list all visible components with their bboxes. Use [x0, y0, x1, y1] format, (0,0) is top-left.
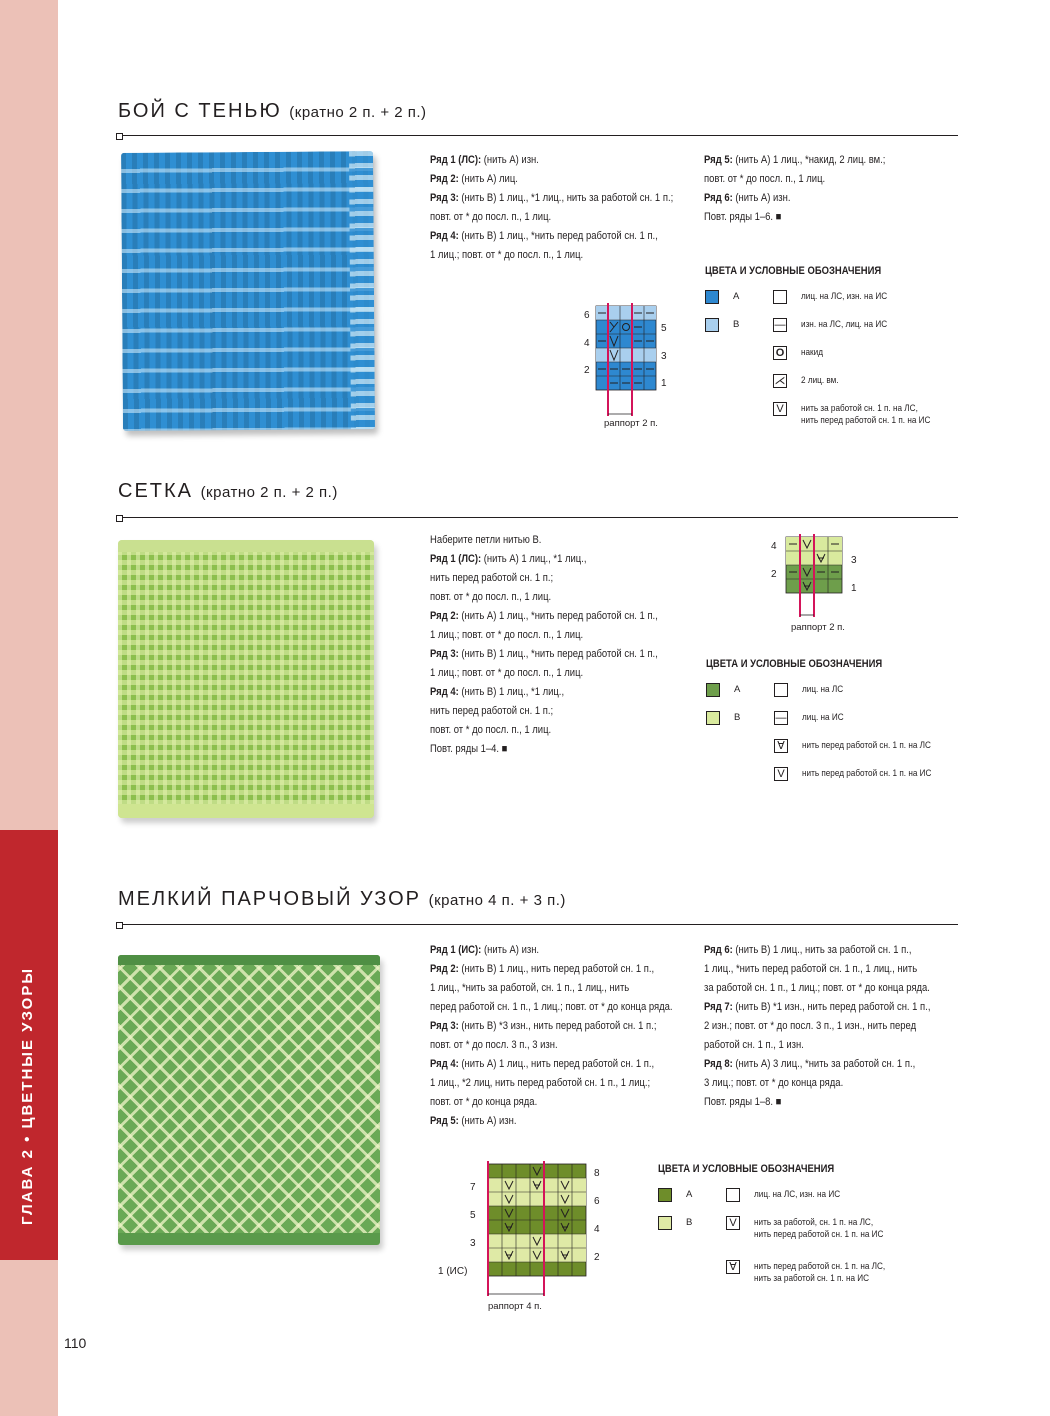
legend-title: ЦВЕТА И УСЛОВНЫЕ ОБОЗНАЧЕНИЯ — [705, 265, 882, 277]
instruction-line: Ряд 3: (нить В) *3 изн., нить перед работой сн. 1 п.; — [430, 1020, 657, 1032]
chart-row-number: 4 — [771, 541, 777, 552]
chart-row-number: 1 — [661, 378, 667, 389]
margin-band-bottom — [0, 1260, 58, 1416]
chart-grid — [786, 537, 842, 593]
color-swatch — [706, 711, 720, 725]
dash-icon: — — [775, 712, 787, 724]
chart-row-number: 2 — [594, 1252, 600, 1263]
chart-grid — [488, 1164, 586, 1276]
page-number: 110 — [64, 1335, 87, 1351]
section-divider — [118, 924, 958, 925]
instruction-line: Ряд 2: (нить В) 1 лиц., нить перед работой сн. 1 п., — [430, 963, 655, 975]
chart-row-number: 6 — [594, 1196, 600, 1207]
instruction-line: перед работой сн. 1 п., 1 лиц.; повт. от * до конца ряда. — [430, 1001, 673, 1013]
legend-2: А В лиц. на ЛС — лиц. на ИС ∀ нить перед работой сн. 1 п. на ЛС V нить перед работой сн. 1 п. на ИС — [706, 683, 956, 783]
rapport-label: раппорт 4 п. — [488, 1301, 542, 1312]
legend-title: ЦВЕТА И УСЛОВНЫЕ ОБОЗНАЧЕНИЯ — [706, 658, 883, 670]
instruction-line: Повт. ряды 1–4. ■ — [430, 743, 508, 755]
chart-row-number: 1 — [851, 583, 857, 594]
color-swatch — [705, 290, 719, 304]
instruction-line: нить перед работой сн. 1 п.; — [430, 572, 554, 584]
legend-title: ЦВЕТА И УСЛОВНЫЕ ОБОЗНАЧЕНИЯ — [658, 1163, 835, 1175]
section-multiple: (кратно 4 п. + 3 п.) — [428, 892, 566, 909]
instruction-line: Ряд 2: (нить А) лиц. — [430, 173, 518, 185]
section-title-mesh — [118, 480, 338, 503]
instruction-line: 1 лиц.; повт. от * до посл. п., 1 лиц. — [430, 249, 584, 261]
rapport-label: раппорт 2 п. — [604, 418, 658, 429]
instruction-line: Ряд 3: (нить В) 1 лиц., *нить перед работой сн. 1 п., — [430, 648, 658, 660]
swatch-photo-brocade — [118, 955, 380, 1245]
chart-row-number: 8 — [594, 1168, 600, 1179]
instruction-line: Ряд 5: (нить А) 1 лиц., *накид, 2 лиц. вм.; — [704, 154, 886, 166]
instructions-left — [430, 941, 673, 1131]
instruction-line: за работой сн. 1 п., 1 лиц.; повт. от * до конца ряда. — [704, 982, 930, 994]
instruction-line: 1 лиц., *нить перед работой сн. 1 п., 1 лиц., нить — [704, 963, 918, 975]
instruction-line: Ряд 6: (нить А) изн. — [704, 192, 791, 204]
instruction-line: 1 лиц., *нить за работой, сн. 1 п., 1 лиц., нить — [430, 982, 630, 994]
instruction-line: Ряд 1 (ЛС): (нить А) изн. — [430, 154, 539, 166]
instruction-line: Ряд 8: (нить А) 3 лиц., *нить за работой сн. 1 п., — [704, 1058, 916, 1070]
chart-row-number: 1 (ИС) — [438, 1266, 468, 1277]
slip-v-icon: V — [774, 767, 788, 781]
chart-grid — [596, 306, 656, 390]
instruction-line: Ряд 2: (нить А) 1 лиц., *нить перед работой сн. 1 п., — [430, 610, 658, 622]
instructions-left — [430, 531, 658, 759]
instruction-line: 1 лиц.; повт. от * до посл. п., 1 лиц. — [430, 629, 584, 641]
slip-front-icon: ∀ — [774, 739, 788, 753]
knitting-chart-3 — [488, 1164, 586, 1276]
instruction-line: повт. от * до посл. п., 1 лиц. — [430, 591, 552, 603]
swatch-photo-green — [118, 540, 374, 818]
slip-front-icon: ∀ — [726, 1260, 740, 1274]
chart-row-number: 5 — [470, 1210, 476, 1221]
chart-row-number: 3 — [470, 1238, 476, 1249]
instruction-line: повт. от * до посл. п., 1 лиц. — [430, 724, 552, 736]
instruction-line: Повт. ряды 1–8. ■ — [704, 1096, 782, 1108]
instructions-left — [430, 151, 673, 265]
empty-box-icon — [774, 683, 788, 697]
chart-row-number: 3 — [851, 555, 857, 566]
instruction-line: 1 лиц.; повт. от * до посл. п., 1 лиц. — [430, 667, 584, 679]
legend-1: А В лиц. на ЛС, изн. на ИС — изн. на ЛС, лиц. на ИС O накид ⋌ 2 лиц. вм. V нить за работой сн. 1 п. на ЛС, нить перед работой сн. 1 п. на ИС — [705, 290, 955, 440]
color-swatch — [658, 1188, 672, 1202]
instruction-line: Ряд 6: (нить В) 1 лиц., нить за работой сн. 1 п., — [704, 944, 912, 956]
instructions-right — [704, 941, 930, 1112]
section-title-brocade — [118, 888, 566, 911]
instruction-line: повт. от * до посл. 3 п., 3 изн. — [430, 1039, 558, 1051]
instruction-line: нить перед работой сн. 1 п.; — [430, 705, 554, 717]
chart-row-number: 2 — [584, 365, 590, 376]
instructions-right — [704, 151, 885, 227]
instruction-line: Наберите петли нитью В. — [430, 534, 542, 546]
instruction-line: 2 изн.; повт. от * до посл. 3 п., 1 изн., нить перед — [704, 1020, 917, 1032]
knitting-chart-1 — [596, 306, 656, 390]
instruction-line: 3 лиц.; повт. от * до конца ряда. — [704, 1077, 844, 1089]
section-multiple: (кратно 2 п. + 2 п.) — [200, 484, 338, 501]
rapport-label: раппорт 2 п. — [791, 622, 845, 633]
color-swatch — [706, 683, 720, 697]
color-swatch — [705, 318, 719, 332]
margin-band-top — [0, 0, 58, 830]
chart-row-number: 2 — [771, 569, 777, 580]
instruction-line: повт. от * до посл. п., 1 лиц. — [430, 211, 552, 223]
section-divider — [118, 135, 958, 136]
knitting-chart-2 — [786, 537, 842, 593]
instruction-line: повт. от * до посл. п., 1 лиц. — [704, 173, 826, 185]
instruction-line: Ряд 1 (ЛС): (нить А) 1 лиц., *1 лиц., — [430, 553, 587, 565]
instruction-line: Ряд 3: (нить В) 1 лиц., *1 лиц., нить за работой сн. 1 п.; — [430, 192, 674, 204]
chart-row-number: 6 — [584, 310, 590, 321]
empty-box-icon — [773, 290, 787, 304]
instruction-line: Ряд 4: (нить А) 1 лиц., нить перед работой сн. 1 п., — [430, 1058, 655, 1070]
chart-row-number: 3 — [661, 351, 667, 362]
section-title-text: БОЙ С ТЕНЬЮ — [118, 100, 282, 122]
circle-icon: O — [773, 346, 787, 360]
chart-row-number: 4 — [584, 338, 590, 349]
k2tog-icon: ⋌ — [774, 375, 786, 387]
instruction-line: Ряд 5: (нить А) изн. — [430, 1115, 517, 1127]
instruction-line: Ряд 4: (нить В) 1 лиц., *1 лиц., — [430, 686, 565, 698]
color-swatch — [658, 1216, 672, 1230]
legend-3: А В лиц. на ЛС, изн. на ИС V нить за работой, сн. 1 п. на ЛС, нить перед работой сн. 1 п. на ИС ∀ нить перед работой сн. 1 п. на ЛС, нить за работой сн. 1 п. на ИС — [658, 1188, 918, 1288]
instruction-line: повт. от * до конца ряда. — [430, 1096, 538, 1108]
section-multiple: (кратно 2 п. + 2 п.) — [289, 104, 427, 121]
chart-row-number: 7 — [470, 1182, 476, 1193]
slip-v-icon: V — [726, 1216, 740, 1230]
empty-box-icon — [726, 1188, 740, 1202]
slip-v-icon: V — [773, 402, 787, 416]
instruction-line: Ряд 7: (нить В) *1 изн., нить перед работой сн. 1 п., — [704, 1001, 931, 1013]
instruction-line: 1 лиц., *2 лиц, нить перед работой сн. 1 п., 1 лиц.; — [430, 1077, 651, 1089]
section-title-text: СЕТКА — [118, 480, 193, 502]
chart-row-number: 4 — [594, 1224, 600, 1235]
chapter-label: ГЛАВА 2 • ЦВЕТНЫЕ УЗОРЫ — [19, 966, 36, 1225]
instruction-line: Повт. ряды 1–6. ■ — [704, 211, 782, 223]
section-title-text: МЕЛКИЙ ПАРЧОВЫЙ УЗОР — [118, 888, 422, 910]
swatch-photo-blue — [121, 151, 375, 431]
section-title-shadow-boxing — [118, 100, 427, 123]
instruction-line: Ряд 1 (ИС): (нить А) изн. — [430, 944, 540, 956]
chart-row-number: 5 — [661, 323, 667, 334]
instruction-line: работой сн. 1 п., 1 изн. — [704, 1039, 804, 1051]
instruction-line: Ряд 4: (нить В) 1 лиц., *нить перед работой сн. 1 п., — [430, 230, 658, 242]
dash-icon: — — [774, 319, 786, 331]
section-divider — [118, 517, 958, 518]
